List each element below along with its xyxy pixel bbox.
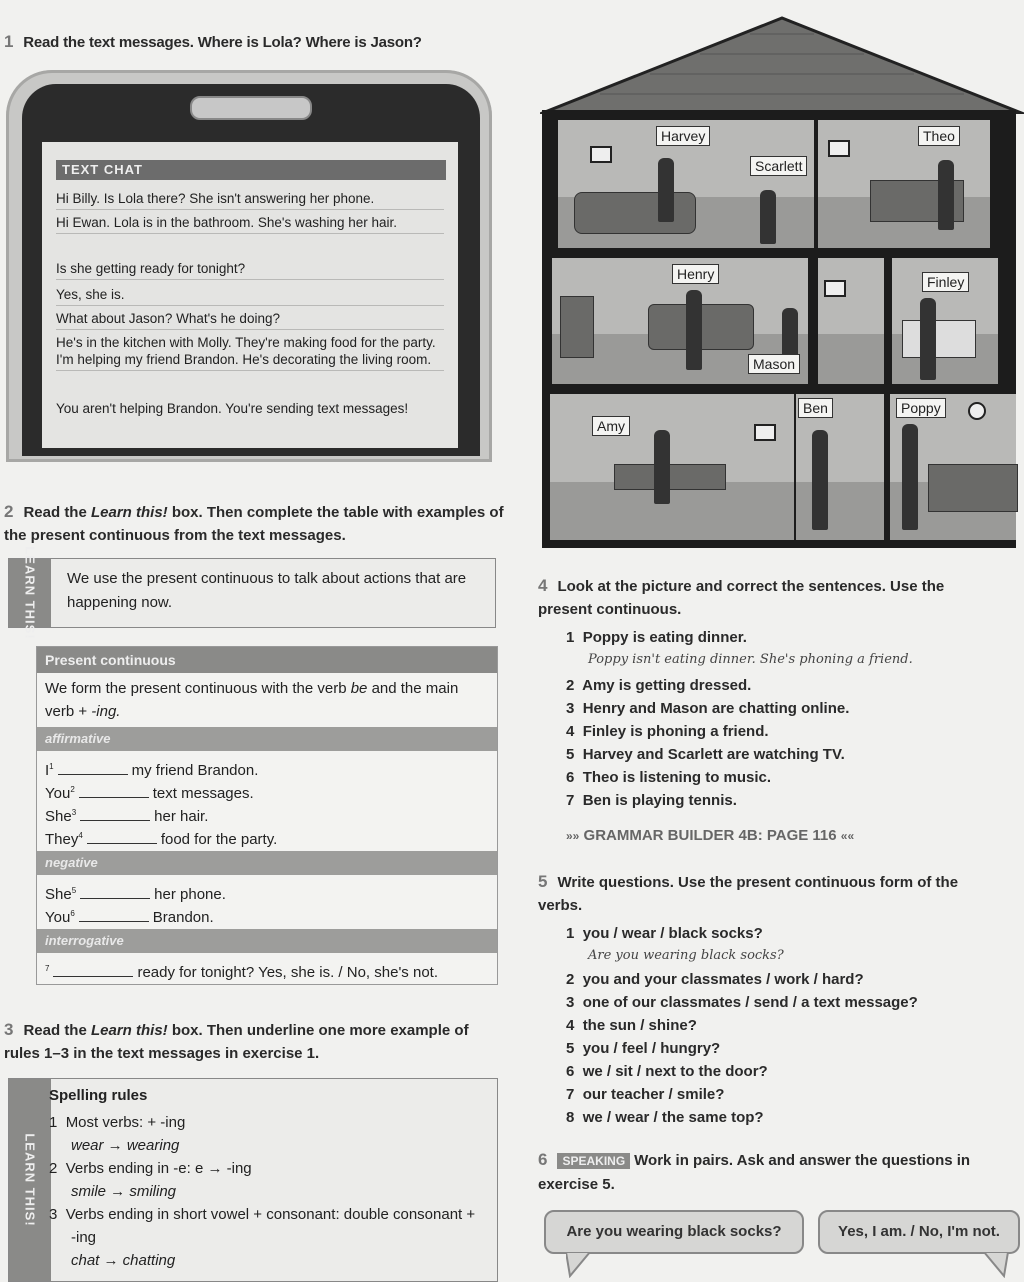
- cooker: [928, 464, 1018, 512]
- table-row: They$^4$ food for the party.: [45, 831, 278, 848]
- chat-message: What about Jason? What's he doing?: [56, 310, 444, 330]
- chat-message: He's in the kitchen with Molly. They're making food for the party. I'm helping my friend Brandon. He's decorating the living room.: [56, 334, 444, 371]
- chat-message: Hi Ewan. Lola is in the bathroom. She's washing her hair.: [56, 214, 444, 234]
- speaking-badge: SPEAKING: [557, 1153, 630, 1169]
- window-icon: [824, 280, 846, 297]
- list-item: 7 our teacher / smile?: [566, 1086, 725, 1103]
- answer-blank[interactable]: [79, 907, 149, 922]
- list-item: 8 we / wear / the same top?: [566, 1109, 764, 1126]
- dining-room: [550, 394, 794, 540]
- list-item: 7 Ben is playing tennis.: [566, 792, 737, 809]
- bedroom-top: [818, 120, 990, 248]
- table-row: You$^6$ Brandon.: [45, 909, 214, 926]
- example-answer: Poppy isn't eating dinner. She's phoning a friend.: [588, 652, 913, 667]
- spelling-rules-box: [8, 1078, 498, 1282]
- spelling-example: wear → wearing: [71, 1137, 180, 1154]
- spelling-example: chat → chatting: [71, 1252, 176, 1269]
- table-intro: We form the present continuous with the verb be and the main verb + -ing.: [45, 680, 459, 720]
- chevron-left-icon: ««: [840, 829, 855, 843]
- label-scarlett: Scarlett: [750, 156, 807, 176]
- exercise-6-title: 6 SPEAKING Work in pairs. Ask and answer the questions in exercise 5.: [538, 1150, 971, 1193]
- chat-message: Hi Billy. Is Lola there? She isn't answering her phone.: [56, 190, 444, 210]
- answer-blank[interactable]: [80, 884, 150, 899]
- sofa: [574, 192, 696, 234]
- exercise-1-title: 1 Read the text messages. Where is Lola? Where is Jason?: [4, 32, 422, 51]
- list-item: 6 Theo is listening to music.: [566, 769, 772, 786]
- chevron-right-icon: »»: [566, 829, 580, 843]
- speech-bubble-answer: Yes, I am. / No, I'm not.: [818, 1210, 1020, 1254]
- chat-message: You aren't helping Brandon. You're sending text messages!: [56, 401, 409, 416]
- living-room-middle: [552, 258, 808, 384]
- text-chat-header: TEXT CHAT: [56, 160, 446, 180]
- living-room-top: [558, 120, 814, 248]
- learn-this-tab: LEARN THIS!: [9, 559, 51, 627]
- table-header: Present continuous: [37, 647, 497, 673]
- person-mason: [782, 308, 798, 358]
- label-theo: Theo: [918, 126, 960, 146]
- answer-blank[interactable]: [79, 783, 149, 798]
- interrogative-label: interrogative: [37, 929, 497, 953]
- list-item: 4 the sun / shine?: [566, 1017, 697, 1034]
- clock-icon: [968, 402, 986, 420]
- window-icon: [754, 424, 776, 441]
- label-poppy: Poppy: [896, 398, 946, 418]
- spelling-rule: 2 Verbs ending in -e: e → -ing: [49, 1160, 252, 1177]
- speech-bubble-question: Are you wearing black socks?: [544, 1210, 804, 1254]
- exercise-4-title: 4 Look at the picture and correct the sentences. Use the present continuous.: [538, 576, 945, 618]
- list-item: 3 one of our classmates / send / a text message?: [566, 994, 918, 1011]
- answer-blank[interactable]: [58, 760, 128, 775]
- table-row: She$^3$ her hair.: [45, 808, 209, 825]
- kitchen: [890, 394, 1016, 540]
- table-row: $^7$ ready for tonight? Yes, she is. / No, she's not.: [45, 964, 438, 981]
- list-item: 2 you and your classmates / work / hard?: [566, 971, 864, 988]
- negative-label: negative: [37, 851, 497, 875]
- stairs-area: [796, 394, 884, 540]
- spelling-rule: 1 Most verbs: + -ing: [49, 1114, 186, 1131]
- affirmative-label: affirmative: [37, 727, 497, 751]
- label-harvey: Harvey: [656, 126, 710, 146]
- bathroom: [892, 258, 998, 384]
- person-harvey: [658, 158, 674, 222]
- person-scarlett: [760, 190, 776, 244]
- bubble-tail: [566, 1252, 596, 1278]
- person-poppy: [902, 424, 918, 530]
- grammar-builder-link[interactable]: »» GRAMMAR BUILDER 4B: PAGE 116 ««: [566, 827, 855, 844]
- list-item: 3 Henry and Mason are chatting online.: [566, 700, 850, 717]
- learn-this-box: [8, 546, 496, 640]
- label-ben: Ben: [798, 398, 833, 418]
- tv: [560, 296, 594, 358]
- house-roof: [540, 14, 1024, 114]
- example-answer: Are you wearing black socks?: [588, 948, 784, 963]
- list-item: 6 we / sit / next to the door?: [566, 1063, 768, 1080]
- answer-blank[interactable]: [80, 806, 150, 821]
- list-item: 4 Finley is phoning a friend.: [566, 723, 769, 740]
- window-icon: [590, 146, 612, 163]
- table-row: She$^5$ her phone.: [45, 886, 226, 903]
- present-continuous-table: [36, 646, 498, 985]
- table-row: $I^1$ my friend Brandon.: [45, 762, 259, 779]
- spelling-rules-heading: Spelling rules: [49, 1087, 148, 1104]
- chat-message: Is she getting ready for tonight?: [56, 260, 444, 280]
- phone-speaker: [190, 96, 312, 120]
- bathtub: [902, 320, 976, 358]
- person-ben: [812, 430, 828, 530]
- person-theo: [938, 160, 954, 230]
- label-amy: Amy: [592, 416, 630, 436]
- exercise-5-title: 5 Write questions. Use the present continuous form of the verbs.: [538, 872, 959, 914]
- learn-this-text: We use the present continuous to talk about actions that are happening now.: [67, 570, 467, 611]
- learn-this-tab: LEARN THIS!: [9, 1079, 51, 1281]
- exercise-3-title: 3 Read the Learn this! box. Then underline one more example of rules 1–3 in the text messages in exercise 1.: [4, 1020, 469, 1062]
- label-finley: Finley: [922, 272, 969, 292]
- label-mason: Mason: [748, 354, 800, 374]
- person-henry: [686, 290, 702, 370]
- exercise-2-title: 2 Read the Learn this! box. Then complete the table with examples of the present continuous from the text messages.: [4, 502, 504, 544]
- house-illustration: [542, 110, 1016, 548]
- table-row: You$^2$ text messages.: [45, 785, 254, 802]
- spelling-example: smile → smiling: [71, 1183, 177, 1200]
- answer-blank[interactable]: [53, 962, 133, 977]
- bubble-tail: [980, 1252, 1010, 1278]
- list-item: 2 Amy is getting dressed.: [566, 677, 752, 694]
- window-icon: [828, 140, 850, 157]
- list-item: 1 you / wear / black socks?: [566, 925, 763, 942]
- label-henry: Henry: [672, 264, 719, 284]
- person-finley: [920, 298, 936, 380]
- list-item: 1 Poppy is eating dinner.: [566, 629, 747, 646]
- answer-blank[interactable]: [87, 829, 157, 844]
- hallway: [818, 258, 884, 384]
- list-item: 5 you / feel / hungry?: [566, 1040, 721, 1057]
- spelling-rule: 3 Verbs ending in short vowel + consonant: double consonant + -ing: [49, 1206, 476, 1246]
- chat-message: Yes, she is.: [56, 286, 444, 306]
- dining-table: [614, 464, 726, 490]
- list-item: 5 Harvey and Scarlett are watching TV.: [566, 746, 845, 763]
- person-amy: [654, 430, 670, 504]
